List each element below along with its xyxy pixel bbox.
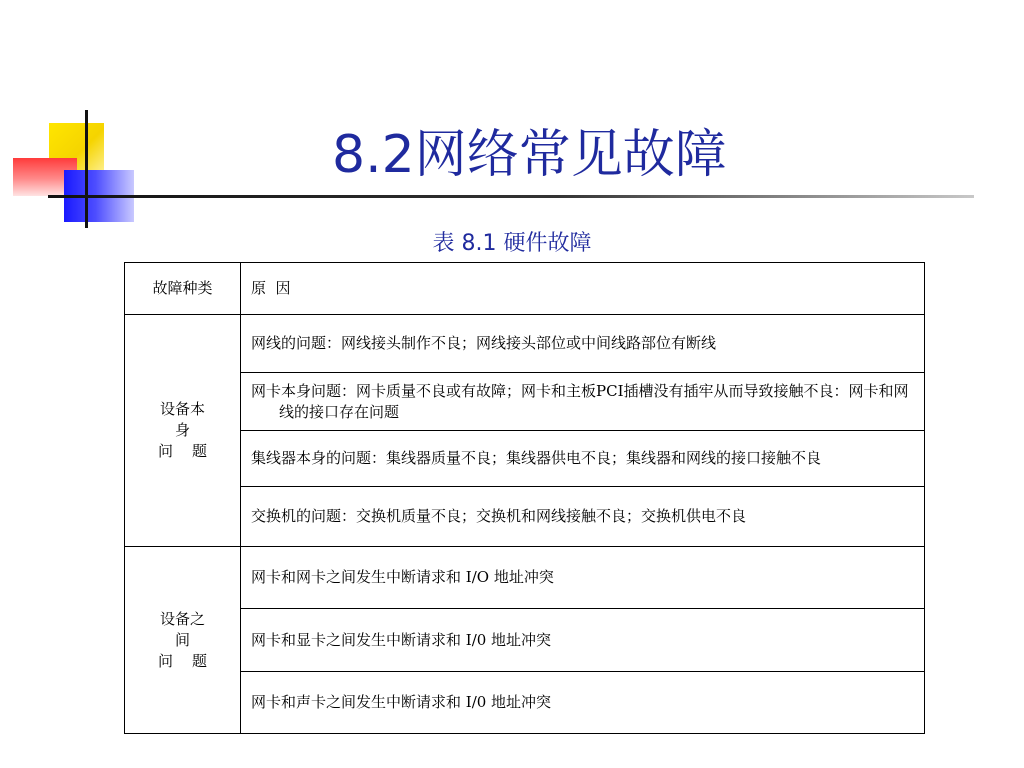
table-row	[125, 487, 925, 547]
reason-cell: 网卡和声卡之间发生中断请求和 I/0 地址冲突	[241, 672, 925, 734]
slide-title: 8.2网络常见故障	[332, 125, 727, 185]
table-row	[125, 373, 925, 431]
category-line: 问 题	[157, 651, 208, 670]
reason-cell: 网卡本身问题：网卡质量不良或有故障；网卡和主板PCI插槽没有插牢从而导致接触不良：网卡和网线的接口存在问题	[241, 373, 925, 431]
reason-cell: 网线的问题：网线接头制作不良；网线接头部位或中间线路部位有断线	[241, 315, 925, 373]
reason-cell: 网卡和显卡之间发生中断请求和 I/0 地址冲突	[241, 609, 925, 672]
reason-cell: 集线器本身的问题：集线器质量不良；集线器供电不良；集线器和网线的接口接触不良	[241, 431, 925, 487]
table-header-row	[125, 263, 925, 315]
table-row	[125, 315, 925, 373]
reason-cell: 网卡和网卡之间发生中断请求和 I/O 地址冲突	[241, 547, 925, 609]
hardware-fault-table	[124, 262, 925, 734]
reason-cell: 交换机的问题：交换机质量不良；交换机和网线接触不良；交换机供电不良	[241, 487, 925, 547]
category-cell-device-itself	[125, 315, 241, 547]
category-cell-between-devices	[125, 547, 241, 734]
category-line: 问 题	[157, 442, 208, 460]
header-category: 故障种类	[125, 263, 241, 315]
header-reason: 原 因	[241, 263, 925, 315]
category-line: 身	[174, 421, 190, 439]
table-caption: 表 8.1 硬件故障	[432, 231, 592, 256]
category-line: 间	[174, 630, 190, 649]
table-row	[125, 672, 925, 734]
decor-vertical-line	[85, 110, 88, 228]
table-row	[125, 609, 925, 672]
table-row	[125, 547, 925, 609]
title-underline	[48, 195, 974, 198]
category-line: 设备之	[159, 609, 205, 628]
category-line: 设备本	[159, 400, 205, 418]
table-row	[125, 431, 925, 487]
